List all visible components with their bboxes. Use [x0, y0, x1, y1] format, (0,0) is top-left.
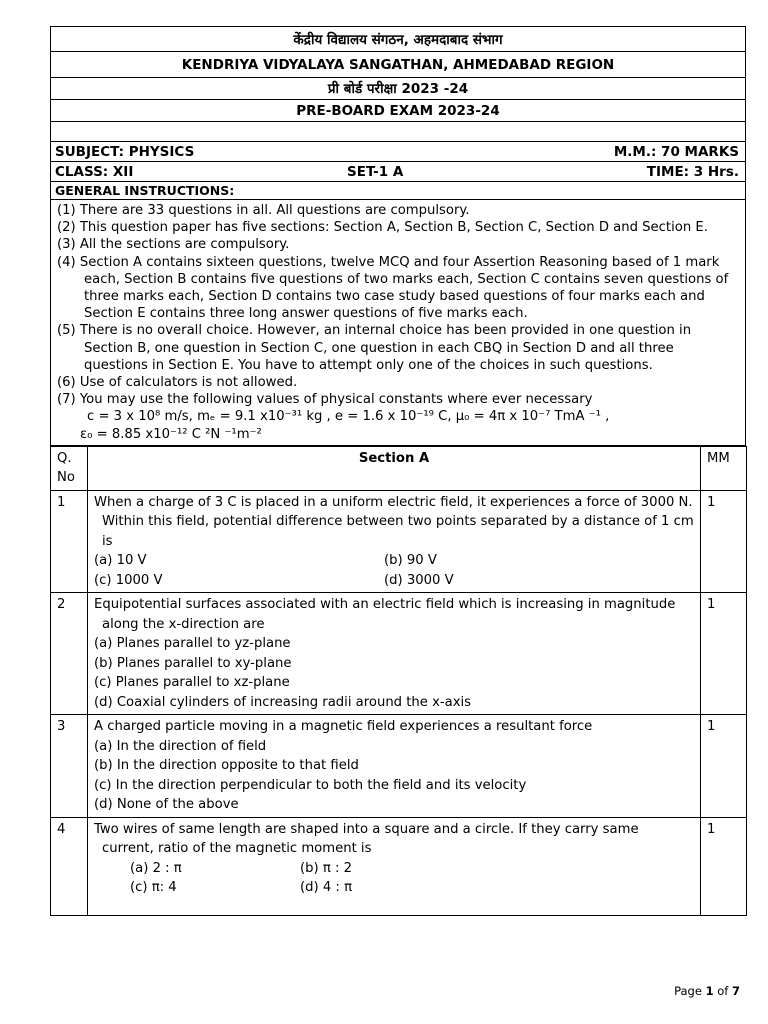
instruction-item: (1) There are 33 questions in all. All questions are compulsory.	[57, 203, 470, 218]
col-header-qno: Q. No	[51, 446, 88, 490]
options	[94, 551, 694, 590]
page-footer	[674, 984, 740, 998]
option-d: (d) Coaxial cylinders of increasing radii around the x-axis	[94, 694, 472, 710]
question-body	[88, 490, 701, 593]
instruction-item: (7) You may use the following values of physical constants where ever necessary	[57, 392, 593, 408]
instruction-item: (5) There is no overall choice. However, an internal choice has been provided in one question in Section B, one question in Section C, one question in each CBQ in Section D and all three questions in Section E. You have to attempt only one of the choices in such questions.	[57, 323, 692, 373]
instructions-list	[50, 200, 746, 446]
option-d: (d) 3000 V	[384, 572, 454, 588]
question-row	[51, 715, 747, 818]
question-text: A charged particle moving in a magnetic field experiences a resultant force	[94, 719, 593, 735]
exam-paper	[50, 26, 746, 916]
question-marks: 1	[701, 817, 747, 915]
question-body	[88, 817, 701, 915]
constants-line-1: c = 3 x 10⁸ m/s, mₑ = 9.1 x10⁻³¹ kg , e = 1.6 x 10⁻¹⁹ C, μ₀ = 4π x 10⁻⁷ TmA ⁻¹ ,	[87, 409, 610, 425]
option-c: (c) 1000 V	[94, 572, 163, 588]
options	[94, 859, 694, 898]
option-a: (a) In the direction of field	[94, 738, 267, 754]
instruction-item: (6) Use of calculators is not allowed.	[57, 375, 298, 391]
question-text: Two wires of same length are shaped into a square and a circle. If they carry same current, ratio of the magnetic moment is	[94, 821, 639, 857]
question-marks: 1	[701, 593, 747, 715]
max-marks: M.M.: 70 MARKS	[613, 144, 739, 160]
question-marks: 1	[701, 490, 747, 593]
subject-label: SUBJECT: PHYSICS	[55, 144, 195, 160]
instructions-title: GENERAL INSTRUCTIONS:	[50, 182, 746, 200]
instruction-item: (3) All the sections are compulsory.	[57, 237, 290, 253]
option-b: (b) In the direction opposite to that field	[94, 758, 359, 774]
exam-hindi-title: प्री बोर्ड परीक्षा 2023 -24	[50, 78, 746, 100]
constants-line-2: ε₀ = 8.85 x10⁻¹² C ²N ⁻¹m⁻²	[80, 426, 262, 442]
option-c: (c) In the direction perpendicular to both the field and its velocity	[94, 777, 527, 793]
question-number: 4	[51, 817, 88, 915]
class-label: CLASS: XII	[55, 164, 134, 180]
page-total: 7	[731, 984, 740, 998]
option-b: (b) 90 V	[384, 553, 437, 569]
option-d: (d) 4 : π	[300, 880, 353, 896]
option-c: (c) Planes parallel to xz-plane	[94, 675, 290, 691]
org-hindi-title: केंद्रीय विद्यालय संगठन, अहमदाबाद संभाग	[50, 26, 746, 52]
option-b: (b) π : 2	[300, 860, 353, 876]
question-body	[88, 715, 701, 818]
option-d: (d) None of the above	[94, 797, 239, 813]
question-row	[51, 593, 747, 715]
set-label: SET-1 A	[347, 164, 404, 180]
question-marks: 1	[701, 715, 747, 818]
table-header-row	[51, 446, 747, 490]
page-number: 1	[705, 984, 714, 998]
subject-row	[50, 142, 746, 162]
col-header-mm: MM	[701, 446, 747, 490]
question-row	[51, 490, 747, 593]
question-number: 3	[51, 715, 88, 818]
option-b: (b) Planes parallel to xy-plane	[94, 655, 292, 671]
question-table	[50, 446, 747, 916]
page-label: Page	[674, 984, 702, 998]
exam-english-title: PRE-BOARD EXAM 2023-24	[50, 100, 746, 122]
option-a: (a) 2 : π	[130, 860, 182, 876]
org-english-title: KENDRIYA VIDYALAYA SANGATHAN, AHMEDABAD REGION	[50, 52, 746, 78]
instruction-item: (4) Section A contains sixteen questions, twelve MCQ and four Assertion Reasoning based of 1 mark each, Section B contains five questions of two marks each, Section C contains seven questions of three marks each, Section D contains two case study based questions of four marks each and Section E contains three long answer questions of five marks each.	[57, 254, 729, 322]
option-c: (c) π: 4	[130, 880, 177, 896]
option-a: (a) 10 V	[94, 553, 147, 569]
question-text: When a charge of 3 C is placed in a uniform electric field, it experiences a force of 3000 N. Within this field, potential difference between two points separated by a distance of 1 cm is	[94, 494, 694, 549]
blank-row	[50, 122, 746, 142]
time-label: TIME: 3 Hrs.	[646, 164, 739, 180]
of-label: of	[717, 984, 729, 998]
class-row	[50, 162, 746, 182]
section-title: Section A	[88, 446, 701, 490]
question-row	[51, 817, 747, 915]
question-text: Equipotential surfaces associated with an electric field which is increasing in magnitude along the x-direction are	[94, 597, 676, 632]
question-number: 2	[51, 593, 88, 715]
question-number: 1	[51, 490, 88, 593]
option-a: (a) Planes parallel to yz-plane	[94, 636, 291, 652]
instruction-item: (2) This question paper has five sections: Section A, Section B, Section C, Section D and Section E.	[57, 220, 708, 236]
question-body	[88, 593, 701, 715]
